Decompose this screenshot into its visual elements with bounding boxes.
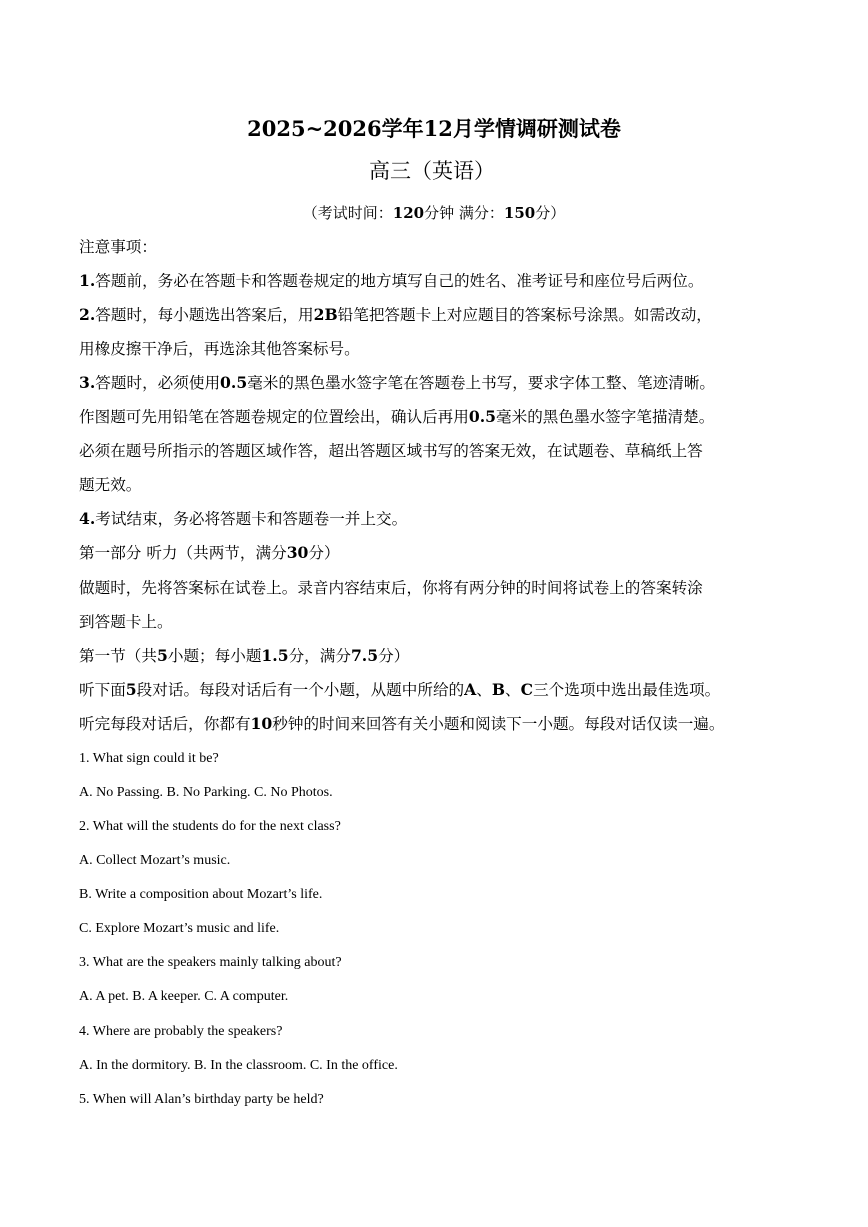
question-4-options: A. In the dormitory. B. In the classroom. C. In the office. xyxy=(79,1058,398,1073)
notice-item-2-line-2: 用橡皮擦干净后，再选涂其他答案标号。 xyxy=(79,340,360,358)
notice-item-3-line-2: 作图题可先用铅笔在答题卷规定的位置绘出，确认后再用0.5毫米的黑色墨水签字笔描清楚。 xyxy=(79,407,715,426)
part-1-heading: 第一部分 听力（共两节，满分30分） xyxy=(79,543,340,562)
question-2-option-b: B. Write a composition about Mozart’s life. xyxy=(79,887,323,902)
question-2-option-c: C. Explore Mozart’s music and life. xyxy=(79,921,280,936)
exam-title: 2025~2026学年12月学情调研测试卷 xyxy=(247,116,621,141)
notice-heading: 注意事项： xyxy=(79,238,157,256)
question-2-option-a: A. Collect Mozart’s music. xyxy=(79,853,231,868)
notice-item-3-line-1: 3.答题时，必须使用0.5毫米的黑色墨水签字笔在答题卷上书写，要求字体工整、笔迹清晰。 xyxy=(79,373,716,392)
notice-item-4: 4.考试结束，务必将答题卡和答题卷一并上交。 xyxy=(79,509,408,528)
notice-item-3-line-3: 必须在题号所指示的答题区域作答，超出答题区域书写的答案无效，在试题卷、草稿纸上答 xyxy=(79,442,703,460)
section-1-instruction-line-2: 听完每段对话后，你都有10秒钟的时间来回答有关小题和阅读下一小题。每段对话仅读一遍。 xyxy=(79,714,725,733)
section-1-instruction-line-1: 听下面5段对话。每段对话后有一个小题，从题中所给的A、B、C三个选项中选出最佳选项。 xyxy=(79,680,721,699)
section-1-heading: 第一节（共5小题；每小题1.5分，满分7.5分） xyxy=(79,646,410,665)
part-1-instruction-line-1: 做题时，先将答案标在试卷上。录音内容结束后，你将有两分钟的时间将试卷上的答案转涂 xyxy=(79,579,703,597)
question-4: 4. Where are probably the speakers? xyxy=(79,1024,283,1039)
exam-time-score: （考试时间：120分钟 满分：150分） xyxy=(302,204,566,222)
question-2: 2. What will the students do for the next class? xyxy=(79,819,341,834)
notice-item-3-line-4: 题无效。 xyxy=(79,476,142,494)
question-1: 1. What sign could it be? xyxy=(79,751,219,766)
exam-subtitle xyxy=(0,156,868,186)
question-3-options: A. A pet. B. A keeper. C. A computer. xyxy=(79,989,289,1004)
question-3: 3. What are the speakers mainly talking about? xyxy=(79,955,342,970)
notice-item-1: 1.答题前，务必在答题卡和答题卷规定的地方填写自己的姓名、准考证号和座位号后两位。 xyxy=(79,271,704,290)
question-1-options: A. No Passing. B. No Parking. C. No Photos. xyxy=(79,785,333,800)
notice-item-2-line-1: 2.答题时，每小题选出答案后，用2B铅笔把答题卡上对应题目的答案标号涂黑。如需改动， xyxy=(79,305,712,324)
question-5: 5. When will Alan’s birthday party be held? xyxy=(79,1092,324,1107)
exam-subtitle-text: 高三（英语） xyxy=(369,159,495,183)
part-1-instruction-line-2: 到答题卡上。 xyxy=(79,613,173,631)
